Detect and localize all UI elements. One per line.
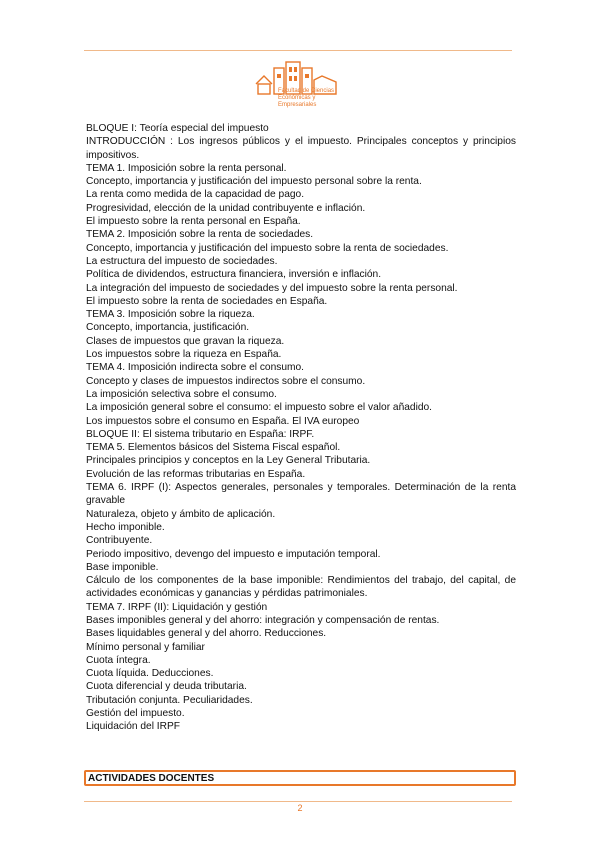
syllabus-line: Cuota diferencial y deuda tributaria. xyxy=(86,681,247,693)
syllabus-line: Concepto y clases de impuestos indirectos sobre el consumo. xyxy=(86,375,366,387)
syllabus-line: Los impuestos sobre el consumo en España. El IVA europeo xyxy=(86,415,360,427)
faculty-logo xyxy=(250,58,350,116)
syllabus-line: TEMA 2. Imposición sobre la renta de sociedades. xyxy=(86,229,314,241)
syllabus-line: TEMA 6. IRPF (I): Aspectos generales, personales y temporales. Determinación de la renta gravable xyxy=(86,482,516,507)
syllabus-line: TEMA 7. IRPF (II): Liquidación y gestión xyxy=(86,601,268,613)
footer-rule xyxy=(84,801,512,802)
header-rule xyxy=(84,50,512,51)
document-body xyxy=(86,122,516,734)
syllabus-line: Bases liquidables general y del ahorro. Reducciones. xyxy=(86,628,327,640)
syllabus-line: TEMA 1. Imposición sobre la renta personal. xyxy=(86,162,287,174)
syllabus-line: Los impuestos sobre la riqueza en España. xyxy=(86,349,282,361)
syllabus-line: La estructura del impuesto de sociedades. xyxy=(86,255,278,267)
syllabus-line: Política de dividendos, estructura financiera, inversión e inflación. xyxy=(86,269,382,281)
syllabus-line: Concepto, importancia y justificación del impuesto personal sobre la renta. xyxy=(86,176,422,188)
syllabus-line: Mínimo personal y familiar xyxy=(86,641,205,653)
syllabus-line: La integración del impuesto de sociedades y del impuesto sobre la renta personal. xyxy=(86,282,458,294)
syllabus-line: Base imponible. xyxy=(86,561,159,573)
syllabus-line: El impuesto sobre la renta personal en España. xyxy=(86,216,301,228)
logo-line: Económicas y Empresariales xyxy=(278,95,317,108)
syllabus-line: Bases imponibles general y del ahorro: integración y compensación de rentas. xyxy=(86,614,440,626)
syllabus-line: Progresividad, elección de la unidad contribuyente e inflación. xyxy=(86,202,366,214)
syllabus-line: Concepto, importancia, justificación. xyxy=(86,322,250,334)
syllabus-line: La imposición selectiva sobre el consumo. xyxy=(86,388,277,400)
syllabus-line: TEMA 5. Elementos básicos del Sistema Fiscal español. xyxy=(86,442,341,454)
syllabus-line: TEMA 4. Imposición indirecta sobre el consumo. xyxy=(86,362,304,374)
syllabus-line: Cuota íntegra. xyxy=(86,654,151,666)
syllabus-line: Liquidación del IRPF xyxy=(86,721,181,733)
syllabus-line: INTRODUCCIÓN : Los ingresos públicos y el impuesto. Principales conceptos y principios impositivos. xyxy=(86,136,516,161)
syllabus-line: Gestión del impuesto. xyxy=(86,708,185,720)
syllabus-line: TEMA 3. Imposición sobre la riqueza. xyxy=(86,309,255,321)
section-title: ACTIVIDADES DOCENTES xyxy=(88,773,215,784)
syllabus-line: Cálculo de los componentes de la base imponible: Rendimientos del trabajo, del capital, de actividades económicas y ganancias y pérdidas patrimoniales. xyxy=(86,575,516,600)
syllabus-line: Tributación conjunta. Peculiaridades. xyxy=(86,694,253,706)
syllabus-line: El impuesto sobre la renta de sociedades en España. xyxy=(86,295,328,307)
syllabus-line: La renta como medida de la capacidad de pago. xyxy=(86,189,305,201)
page-number: 2 xyxy=(297,803,303,813)
syllabus-line: Periodo impositivo, devengo del impuesto e imputación temporal. xyxy=(86,548,381,560)
syllabus-line: Naturaleza, objeto y ámbito de aplicación. xyxy=(86,508,276,520)
section-header-box xyxy=(84,770,516,786)
logo-text xyxy=(278,88,350,109)
syllabus-line: Evolución de las reformas tributarias en España. xyxy=(86,468,306,480)
syllabus-line: Contribuyente. xyxy=(86,535,153,547)
syllabus-line: Concepto, importancia y justificación del impuesto sobre la renta de sociedades. xyxy=(86,242,449,254)
syllabus-line: BLOQUE I: Teoría especial del impuesto xyxy=(86,123,269,134)
syllabus-line: La imposición general sobre el consumo: el impuesto sobre el valor añadido. xyxy=(86,402,433,414)
syllabus-line: Principales principios y conceptos en la Ley General Tributaria. xyxy=(86,455,371,467)
logo-line: Facultad de Ciencias xyxy=(278,88,335,94)
syllabus-line: Hecho imponible. xyxy=(86,521,165,533)
syllabus-line: Cuota líquida. Deducciones. xyxy=(86,668,214,680)
syllabus-line: BLOQUE II: El sistema tributario en España: IRPF. xyxy=(86,428,315,440)
syllabus-line: Clases de impuestos que gravan la riqueza. xyxy=(86,335,285,347)
